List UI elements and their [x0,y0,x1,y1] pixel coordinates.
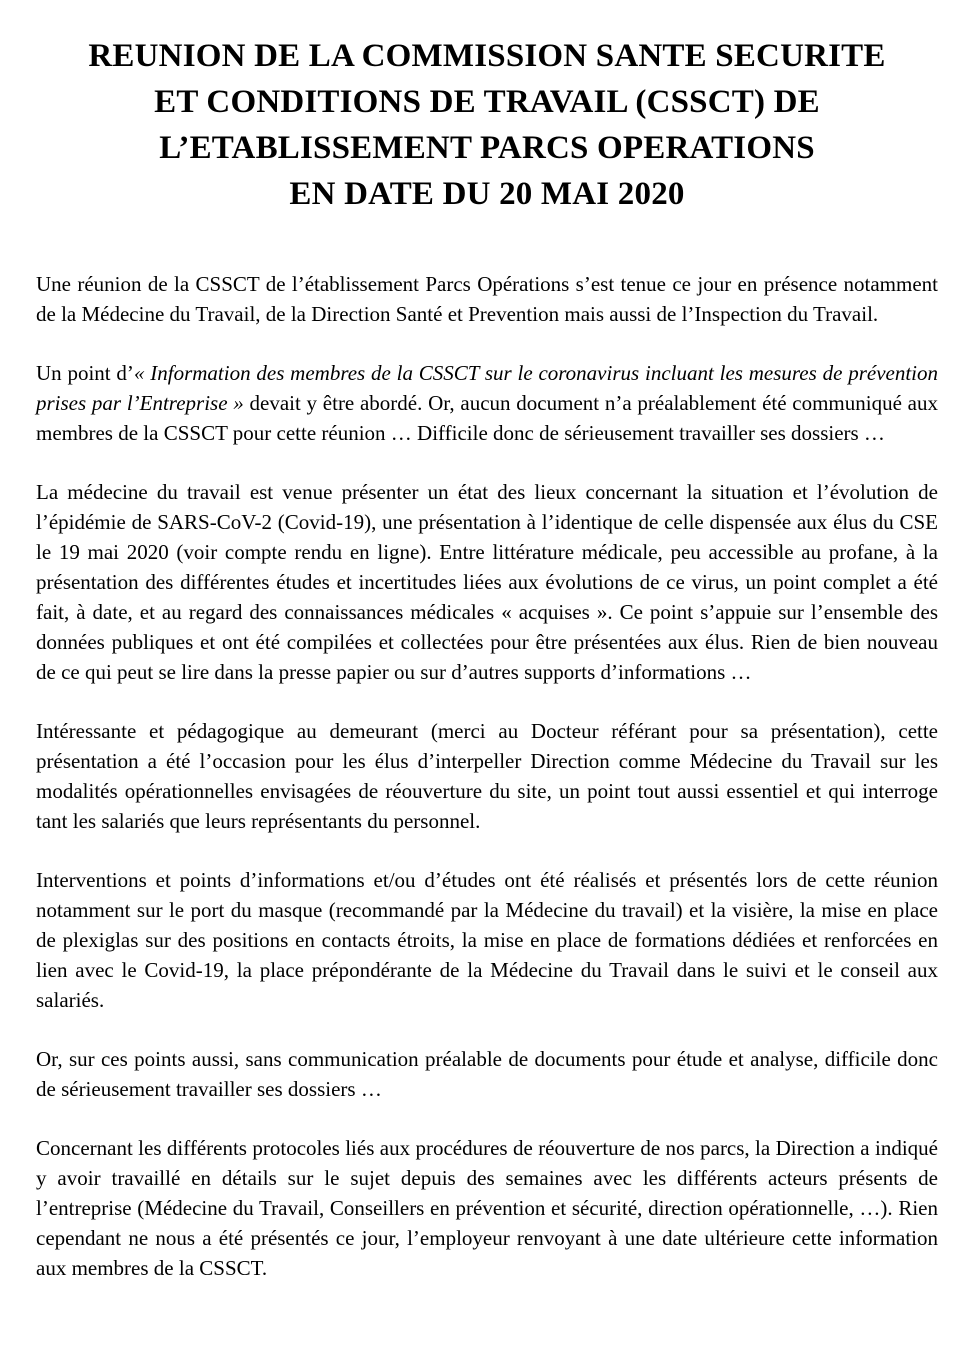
body-text: Un point d’ [36,361,134,385]
title-line: L’ETABLISSEMENT PARCS OPERATIONS [159,130,815,166]
body-text: La médecine du travail est venue présenter un état des lieux concernant la situation et l’évolution de l’épidémie de SARS-CoV-2 (Covid-19), une présentation à l’identique de celle dispensée aux élus du CSE le 19 mai 2020 (voir compte rendu en ligne). Entre littérature médicale, peu accessible au profane, à la présentation des différentes études et incertitudes liées aux évolutions de ce virus, un point complet a été fait, à date, et au regard des connaissances médicales « acquises ». Ce point s’appuie sur l’ensemble des données publiques et ont été compilées et collectées pour être présentées aux élus. Rien de bien nouveau de ce qui peut se lire dans la presse papier ou sur d’autres supports d’informations … [36,480,938,684]
document-body [36,269,938,1283]
body-text: Intéressante et pédagogique au demeurant (merci au Docteur référant pour sa présentation), cette présentation a été l’occasion pour les élus d’interpeller Direction comme Médecine du Travail sur les modalités opérationnelles envisagées de réouverture du site, un point tout aussi essentiel et qui interroge tant les salariés que leurs représentants du personnel. [36,719,938,833]
body-text: Concernant les différents protocoles liés aux procédures de réouverture de nos parcs, la Direction a indiqué y avoir travaillé en détails sur le sujet depuis des semaines avec les différents acteurs présents de l’entreprise (Médecine du Travail, Conseillers en prévention et sécurité, direction opérationnelle, …). Rien cependant ne nous a été présentés ce jour, l’employeur renvoyant à une date ultérieure cette information aux membres de la CSSCT. [36,1136,938,1280]
title-line: EN DATE DU 20 MAI 2020 [289,176,685,212]
paragraph [36,865,938,1015]
italic-quote-text: « Information des membres de la CSSCT sur le coronavirus incluant les mesures de prévention prises par l’Entreprise » [36,361,939,415]
paragraph [36,358,938,448]
body-text: Une réunion de la CSSCT de l’établissement Parcs Opérations s’est tenue ce jour en présence notamment de la Médecine du Travail, de la Direction Santé et Prevention mais aussi de l’Inspection du Travail. [36,272,938,326]
paragraph [36,716,938,836]
document-title [42,33,932,217]
paragraph [36,1133,938,1283]
body-text: Interventions et points d’informations et/ou d’études ont été réalisés et présentés lors de cette réunion notamment sur le port du masque (recommandé par la Médecine du travail) et la visière, la mise en place de plexiglas sur des positions en contacts étroits, la mise en place de formations dédiées et renforcées en lien avec le Covid-19, la place prépondérante de la Médecine du Travail dans le suivi et le conseil aux salariés. [36,868,938,1012]
paragraph [36,1044,938,1104]
body-text: Or, sur ces points aussi, sans communication préalable de documents pour étude et analyse, difficile donc de sérieusement travailler ses dossiers … [36,1047,938,1101]
body-text: devait y être abordé. Or, aucun document n’a préalablement été communiqué aux membres de la CSSCT pour cette réunion … Difficile donc de sérieusement travailler ses dossiers … [36,391,938,445]
title-line: ET CONDITIONS DE TRAVAIL (CSSCT) DE [154,84,820,120]
paragraph [36,269,938,329]
title-line: REUNION DE LA COMMISSION SANTE SECURITE [88,38,886,74]
paragraph [36,477,938,687]
